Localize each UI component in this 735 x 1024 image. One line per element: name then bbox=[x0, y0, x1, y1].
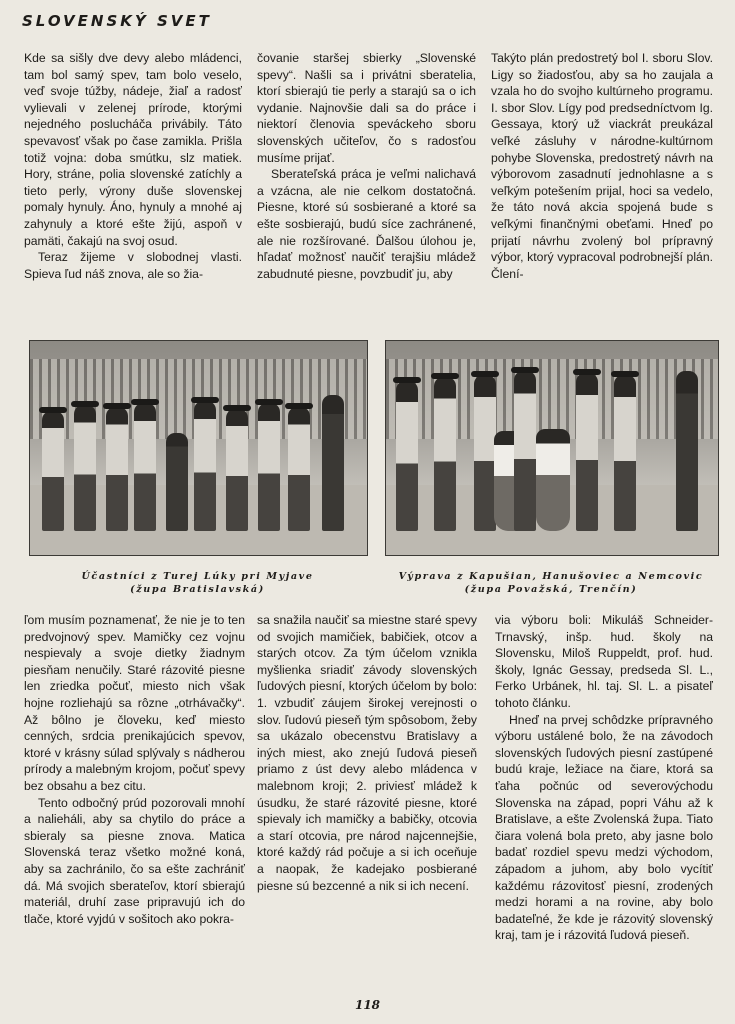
paragraph: ľom musím poznamenať, že nie je to ten predvojnový spev. Mamičky cez vojnu nespievaly a svoje dietky žiadnym piesňam nenučily. Staré rázovité piesne len zriedka počuť, miesto nich však hojne rozliehajú sa rôzne „otrhávačky“. Až bôlno je človeku, keď miesto cenných, srdcia prenikajúcich spevov, ktoré v krásny súlad splývaly s nádherou prírody a malebným krojom, počuť spevy bez obsahu a bez citu. bbox=[24, 613, 245, 793]
paragraph: Takýto plán predostretý bol I. sboru Slov. Ligy so žiadosťou, aby sa ho zaujala a vzala ho do svojho kultúrneho programu. I. sbor Slov. Lígy pod predsedníctvom Ig. Gessaya, ktorý už viackrát preukázal veľké zásluhy v národne-kultúrnom pohybe Slovenska, predostretý návrh na výborovom zasadnutí jednohlasne a s veľkým potešením prijal, hoci sa vedelo, že táto nová akcia spojená bude s veľkými finančnými obeťami. Hneď po prijatí návrhu zvolený bol prípravný výbor, ktorý vypracoval podrobnejší plán. Člení- bbox=[491, 51, 713, 281]
paragraph: via výboru boli: Mikuláš Schneider-Trnavský, inšp. hud. školy na Slovensku, Miloš Ruppeldt, prof. hud. školy, Ignác Gessay, predseda Sl. L., Ferko Urbánek, hl. taj. Sl. L. a pisateľ tohoto článku. bbox=[495, 613, 713, 710]
photo-caption-2 bbox=[382, 570, 720, 596]
person-figure bbox=[42, 411, 64, 531]
person-figure bbox=[166, 433, 188, 531]
paragraph: Tento odbočný prúd pozorovali mnohí a nalieháli, aby sa chytilo do práce a sbieraly sa piesne znova. Matica Slovenská teraz všetko možné koná, aby sa zachránilo, čo sa ešte zachrániť dá. Má svojich sberateľov, ktorí sbierajú materiál, druhí zase pripravujú ich do tlače, ktoré vyjdú v sošitoch ako pokra- bbox=[24, 795, 245, 926]
group-photo-kapušany bbox=[385, 340, 719, 556]
person-figure bbox=[676, 371, 698, 531]
page-number: 118 bbox=[354, 998, 381, 1012]
text-column-bottom-3 bbox=[495, 612, 713, 994]
person-figure bbox=[134, 403, 156, 531]
person-figure bbox=[322, 395, 344, 531]
text-column-bottom-2 bbox=[257, 612, 477, 994]
text-column-bottom-1 bbox=[24, 612, 245, 994]
group-photo-turá-lúka bbox=[29, 340, 368, 556]
paragraph: Teraz žijeme v slobodnej vlasti. Spieva ľud náš znova, ale so žia- bbox=[24, 250, 242, 281]
paragraph: Sberateľská práca je veľmi nalichavá a vzácna, ale nie celkom dostatočná. Piesne, ktoré sú sosbierané a ktoré sa ešte sosbierajú, budú síce zachránené, ale nie rozšírované. Ďalšou úlohou je, hľadať možnosť naučiť terajšiu mládež zabudnuté piesne, povzbudiť ju, aby bbox=[257, 167, 476, 281]
person-figure bbox=[614, 375, 636, 531]
paragraph: Kde sa sišly dve devy alebo mládenci, tam bol samý spev, tam bolo veselo, veď svoje túžby, nádeje, žiaľ a radosť vylievali v zelenej prírode, ktorými nejedného poslucháča privábily. Táto spevavosť však po čase zamikla. Prišla totiž vojna: doba smútku, slz matiek. Hory, stráne, polia slovenské zatíchly a tieto perly, výrony duše slovenskej pomaly hynuly. Áno, hynuly a mnohé aj zahynuly a ktoré ešte žijú, aspoň v pamäti, čakajú na svoj osud. bbox=[24, 51, 242, 248]
paragraph: Hneď na prvej schôdzke prípravného výboru ustálené bolo, že na závodoch slovenských ľudových piesní zastúpené budú kraje, ležiace na čiare, ktorá sa ťaha počnúc od severovýchodu Slovenska na západ, popri Váhu až k Bratislave, a ešte Zvolenská župa. Tiato čiara volená bola preto, aby jasne bolo badať rozdiel spevu medzi východom, západom a juhom, aby bolo vycítiť každému rázovitosť piesní, zrodených medzi horami a na rovine, aby bolo badateľné, že kde je rázovitý slovenský kraj, tam je i rázovitá ľudová pieseň. bbox=[495, 712, 713, 943]
person-figure bbox=[106, 407, 128, 531]
person-figure bbox=[258, 403, 280, 531]
text-column-top-3 bbox=[491, 50, 713, 332]
caption-line: Výprava z Kapušian, Hanušoviec a Nemcovic bbox=[398, 571, 704, 582]
person-figure bbox=[396, 381, 418, 531]
paragraph: čovanie staršej sbierky „Slovenské spevy“. Našli sa i privátni sberatelia, ktorí sbierajú tie perly a starajú sa o ich vydanie. Najnovšie dali sa do práce i niektorí členovia speváckeho sboru slovenských učiteľov, čo s radosťou musíme prijať. bbox=[257, 51, 476, 165]
caption-line: (župa Považská, Trenčín) bbox=[464, 584, 638, 595]
person-figure bbox=[288, 407, 310, 531]
person-figure bbox=[474, 375, 496, 531]
caption-line: (župa Bratislavská) bbox=[130, 584, 265, 595]
person-figure bbox=[194, 401, 216, 531]
text-column-top-2 bbox=[257, 50, 476, 332]
person-figure bbox=[226, 409, 248, 531]
person-figure bbox=[74, 405, 96, 531]
running-header: SLOVENSKÝ SVET bbox=[22, 12, 212, 30]
person-figure bbox=[514, 371, 536, 531]
caption-line: Účastníci z Turej Lúky pri Myjave bbox=[81, 571, 314, 582]
person-figure bbox=[576, 373, 598, 531]
person-figure bbox=[536, 429, 570, 531]
paragraph: sa snažila naučiť sa miestne staré spevy od svojich mamičiek, babičiek, otcov a starých otcov. Za tým účelom vznikla myšlienka sriadiť závody slovenských ľudových piesní, ktorých účelom by bolo: 1. vzbudiť záujem širokej verejnosti o slov. ľudovú pieseň tým spôsobom, žeby sa ukázalo obecenstvu Bratislavy a iných miest, ako znejú ľudová pieseň priamo z úst devy alebo mládenca v malebnom kroji; 2. priviesť mládež k úsudku, že staré rázovité piesne, ktoré spievaly ich mamičky a babičky, otcovia a starí otcovia, pre národ najcennejšie, ktoré každý rád počuje a si ich oceňuje a naopak, že kadejako posbierané piesne sú bezcenné a nik si ich necení. bbox=[257, 613, 477, 893]
photo-caption-1 bbox=[29, 570, 366, 596]
person-figure bbox=[434, 377, 456, 531]
text-column-top-1 bbox=[24, 50, 242, 332]
